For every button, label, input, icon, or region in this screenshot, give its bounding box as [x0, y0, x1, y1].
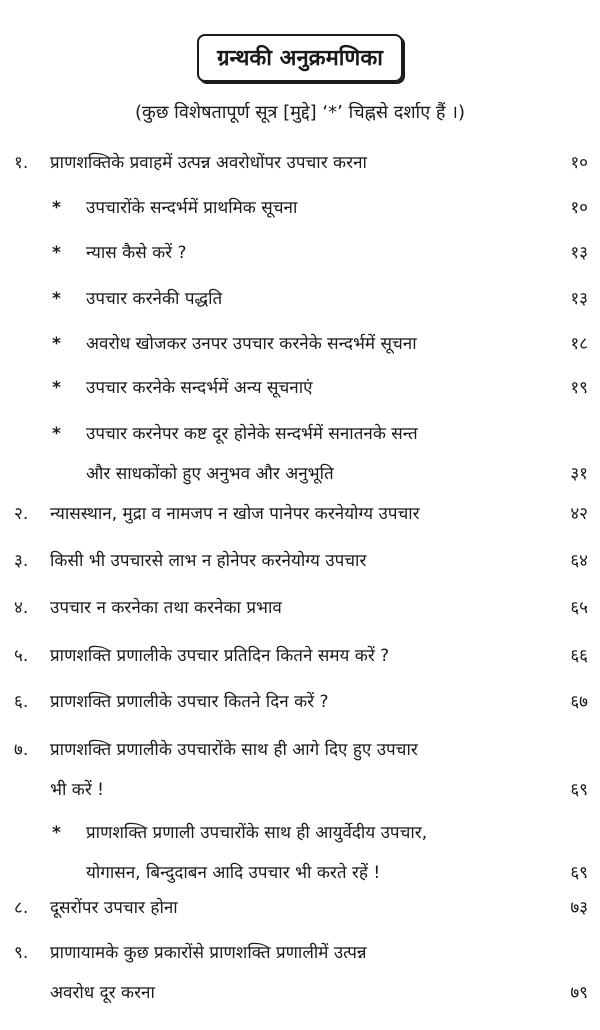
toc-entry-title [50, 938, 544, 1008]
toc-entry-9 [14, 938, 588, 1008]
toc-entry-title: अवरोध खोजकर उनपर उपचार करनेके सन्दर्भमें सूचना [86, 334, 417, 354]
toc-entry-1 [14, 148, 588, 178]
toc-entry-title: उपचार करनेके सन्दर्भमें अन्य सूचनाएं [86, 378, 313, 398]
toc-entry-title: उपचार करनेकी पद्धति [86, 289, 223, 309]
toc-entry-page: ३१ [570, 464, 588, 484]
toc-entry-page: ६५ [570, 598, 588, 618]
asterisk-bullet: * [52, 424, 61, 444]
toc-subentry [52, 193, 588, 223]
toc-entry-title: न्यासस्थान, मुद्रा व नामजप न खोज पानेपर करनेयोग्य उपचार [50, 504, 420, 524]
toc-subentry [52, 329, 588, 359]
toc-entry-title: किसी भी उपचारसे लाभ न होनेपर करनेयोग्य उपचार [50, 551, 367, 571]
toc-entry-page: ७३ [570, 898, 588, 918]
toc-subentry [52, 238, 588, 268]
toc-subentry [52, 284, 588, 314]
toc-entry-number: ५. [14, 646, 29, 666]
toc-entry-title: प्राणशक्ति प्रणालीके उपचार प्रतिदिन कितने समय करें ? [50, 646, 390, 666]
toc-entry-6 [14, 687, 588, 717]
toc-entry-page: ६६ [570, 646, 588, 666]
toc-subentry [52, 373, 588, 403]
toc-entry-7 [14, 735, 588, 805]
toc-entry-page: १३ [570, 243, 588, 263]
toc-entry-line-2: अवरोध दूर करना [50, 983, 155, 1003]
asterisk-bullet: * [52, 198, 61, 218]
toc-entry-number: ६. [14, 692, 29, 712]
toc-entry-2 [14, 499, 588, 529]
toc-entry-title: प्राणशक्तिके प्रवाहमें उत्पन्न अवरोधोंपर उपचार करना [50, 153, 367, 173]
toc-entry-title [86, 818, 544, 888]
title-wrap [0, 34, 600, 82]
toc-entry-8 [14, 893, 588, 923]
toc-entry-number: २. [14, 504, 29, 524]
toc-entry-number: ७. [14, 740, 29, 760]
toc-entry-4 [14, 593, 588, 623]
toc-entry-page: ६४ [570, 551, 588, 571]
asterisk-bullet: * [52, 334, 61, 354]
toc-entry-number: ३. [14, 551, 29, 571]
toc-entry-number: ४. [14, 598, 29, 618]
toc-entry-page: १० [570, 153, 588, 173]
toc-entry-line-1: प्राणशक्ति प्रणाली उपचारोंके साथ ही आयुर्वेदीय उपचार, [86, 823, 428, 843]
toc-entry-page: ६७ [570, 692, 588, 712]
toc-entry-page: ७९ [570, 983, 588, 1003]
page-title: ग्रन्थकी अनुक्रमणिका [197, 34, 403, 82]
asterisk-bullet: * [52, 289, 61, 309]
toc-entry-line-2: भी करें ! [50, 780, 104, 800]
toc-subentry [52, 419, 588, 489]
toc-entry-number: ९. [14, 943, 29, 963]
toc-entry-title: न्यास कैसे करें ? [86, 243, 187, 263]
toc-entry-3 [14, 546, 588, 576]
toc-subentry [52, 818, 588, 888]
toc-entry-page: ४२ [570, 504, 588, 524]
toc-entry-page: १३ [570, 289, 588, 309]
toc-entry-title: प्राणशक्ति प्रणालीके उपचार कितने दिन करें ? [50, 692, 329, 712]
asterisk-bullet: * [52, 243, 61, 263]
toc-entry-5 [14, 641, 588, 671]
toc-entry-page: १९ [570, 378, 588, 398]
toc-entry-line-2: योगासन, बिन्दुदाबन आदि उपचार भी करते रहें ! [86, 863, 381, 883]
toc-entry-line-1: प्राणशक्ति प्रणालीके उपचारोंके साथ ही आगे दिए हुए उपचार [50, 740, 418, 760]
toc-entry-page: ६९ [570, 780, 588, 800]
asterisk-bullet: * [52, 823, 61, 843]
toc-entry-number: ८. [14, 898, 29, 918]
toc-entry-title: दूसरोंपर उपचार होना [50, 898, 178, 918]
toc-entry-page: १० [570, 198, 588, 218]
toc-entry-title: उपचार न करनेका तथा करनेका प्रभाव [50, 598, 282, 618]
toc-entry-number: १. [14, 153, 29, 173]
toc-entry-title: उपचारोंके सन्दर्भमें प्राथमिक सूचना [86, 198, 298, 218]
toc-entry-line-1: उपचार करनेपर कष्ट दूर होनेके सन्दर्भमें सनातनके सन्त [86, 424, 418, 444]
page-subtitle: (कुछ विशेषतापूर्ण सूत्र [मुद्दे] ‘*’ चिह्नसे दर्शाए हैं ।) [134, 102, 466, 123]
toc-entry-line-2: और साधकोंको हुए अनुभव और अनुभूति [86, 464, 334, 484]
toc-entry-page: ६९ [570, 863, 588, 883]
toc-entry-line-1: प्राणायामके कुछ प्रकारोंसे प्राणशक्ति प्रणालीमें उत्पन्न [50, 943, 367, 963]
toc-entry-page: १८ [570, 334, 588, 354]
asterisk-bullet: * [52, 378, 61, 398]
toc-entry-title [50, 735, 588, 805]
toc-entry-title [86, 419, 544, 489]
